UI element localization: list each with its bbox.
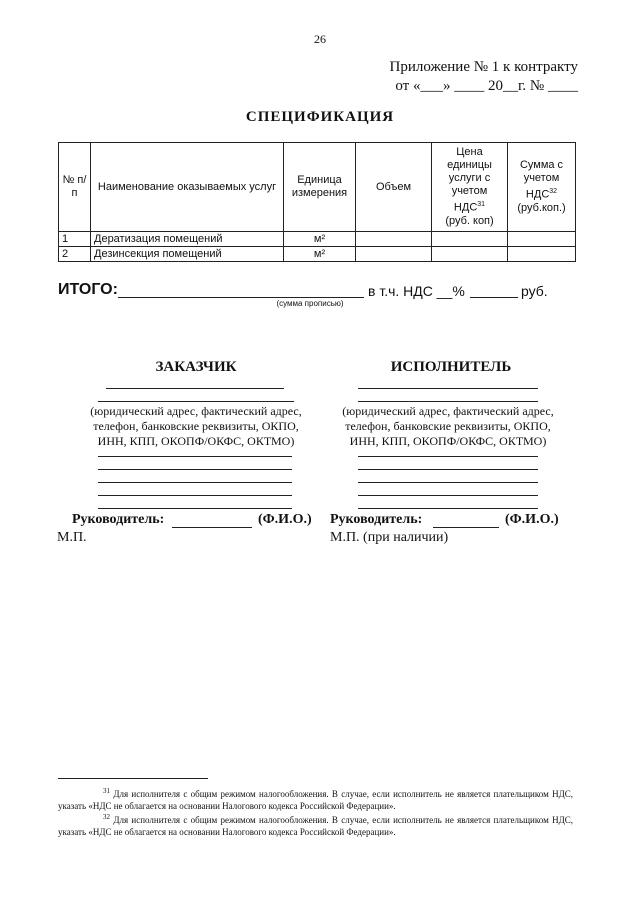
header-price: Цена единицы услуги с учетом НДС$^{31}$ (руб. коп) — [432, 143, 508, 232]
total-amount-line[interactable] — [118, 297, 364, 298]
header-num: № п/п — [59, 143, 91, 232]
appendix-line-1: Приложение № 1 к контракту — [389, 59, 578, 75]
header-name: Наименование оказываемых услуг — [91, 143, 284, 232]
header-unit: Единица измерения — [284, 143, 356, 232]
row-unit: м² — [284, 232, 356, 247]
customer-name-line-2[interactable] — [98, 401, 294, 402]
contractor-stamp: М.П. (при наличии) — [330, 530, 449, 545]
customer-line-4[interactable] — [98, 495, 292, 496]
contractor-head-label: Руководитель: — [330, 512, 423, 527]
customer-head-label: Руководитель: — [72, 512, 165, 527]
row-sum[interactable] — [508, 232, 576, 247]
row-num: 2 — [59, 247, 91, 262]
appendix-heading — [389, 58, 578, 96]
customer-line-2[interactable] — [98, 469, 292, 470]
header-volume: Объем — [356, 143, 432, 232]
footnote-separator — [58, 778, 208, 779]
page-number: 26 — [314, 32, 326, 46]
appendix-line-2: от «___» ____ 20__г. № ____ — [395, 78, 578, 94]
customer-stamp: М.П. — [57, 530, 87, 545]
contractor-line-3[interactable] — [358, 482, 538, 483]
specification-table — [58, 142, 576, 262]
total-label: ИТОГО: — [58, 281, 118, 298]
footnote-32: $^{32}$ Для исполнителя с общим режимом налогообложения. В случае, если исполнитель не является плательщиком НДС, указать «НДС не облагается на основании Налогового кодекса Российской Федерации». — [58, 813, 574, 837]
contractor-line-1[interactable] — [358, 456, 538, 457]
row-num: 1 — [59, 232, 91, 247]
table-row — [59, 247, 576, 262]
customer-line-1[interactable] — [98, 456, 292, 457]
document-title: СПЕЦИФИКАЦИЯ — [245, 109, 395, 125]
contractor-name-line-2[interactable] — [358, 401, 538, 402]
row-price[interactable] — [432, 247, 508, 262]
contractor-requisites: (юридический адрес, фактический адрес, телефон, банковские реквизиты, ОКПО, ИНН, КПП, ОКОПФ/ОКФС, ОКТМО) — [342, 404, 554, 448]
customer-name-line[interactable] — [106, 388, 284, 389]
customer-line-3[interactable] — [98, 482, 292, 483]
contractor-line-2[interactable] — [358, 469, 538, 470]
currency-label: руб. — [521, 283, 548, 299]
total-caption: (сумма прописью) — [276, 299, 344, 308]
contractor-signature-line[interactable] — [433, 527, 499, 528]
customer-requisites: (юридический адрес, фактический адрес, телефон, банковские реквизиты, ОКПО, ИНН, КПП, ОКОПФ/ОКФС, ОКТМО) — [90, 404, 302, 448]
customer-signature-line[interactable] — [172, 527, 252, 528]
contractor-name-line[interactable] — [358, 388, 538, 389]
row-sum[interactable] — [508, 247, 576, 262]
row-volume[interactable] — [356, 247, 432, 262]
contractor-fio: (Ф.И.О.) — [505, 512, 559, 527]
customer-title: ЗАКАЗЧИК — [155, 359, 237, 375]
table-header-row — [59, 143, 576, 232]
contractor-title: ИСПОЛНИТЕЛЬ — [390, 359, 512, 375]
customer-fio: (Ф.И.О.) — [258, 512, 312, 527]
row-name: Дератизация помещений — [91, 232, 284, 247]
row-unit: м² — [284, 247, 356, 262]
footnote-31: $^{31}$ Для исполнителя с общим режимом налогообложения. В случае, если исполнитель не является плательщиком НДС, указать «НДС не облагается на основании Налогового кодекса Российской Федерации». — [58, 787, 574, 811]
contractor-line-5[interactable] — [358, 508, 538, 509]
customer-line-5[interactable] — [98, 508, 292, 509]
row-price[interactable] — [432, 232, 508, 247]
vat-label: в т.ч. НДС __% — [368, 283, 465, 299]
row-volume[interactable] — [356, 232, 432, 247]
header-sum: Сумма с учетом НДС$^{32}$ (руб.коп.) — [508, 143, 576, 232]
contractor-line-4[interactable] — [358, 495, 538, 496]
row-name: Дезинсекция помещений — [91, 247, 284, 262]
vat-amount-line[interactable] — [470, 297, 518, 298]
table-row — [59, 232, 576, 247]
